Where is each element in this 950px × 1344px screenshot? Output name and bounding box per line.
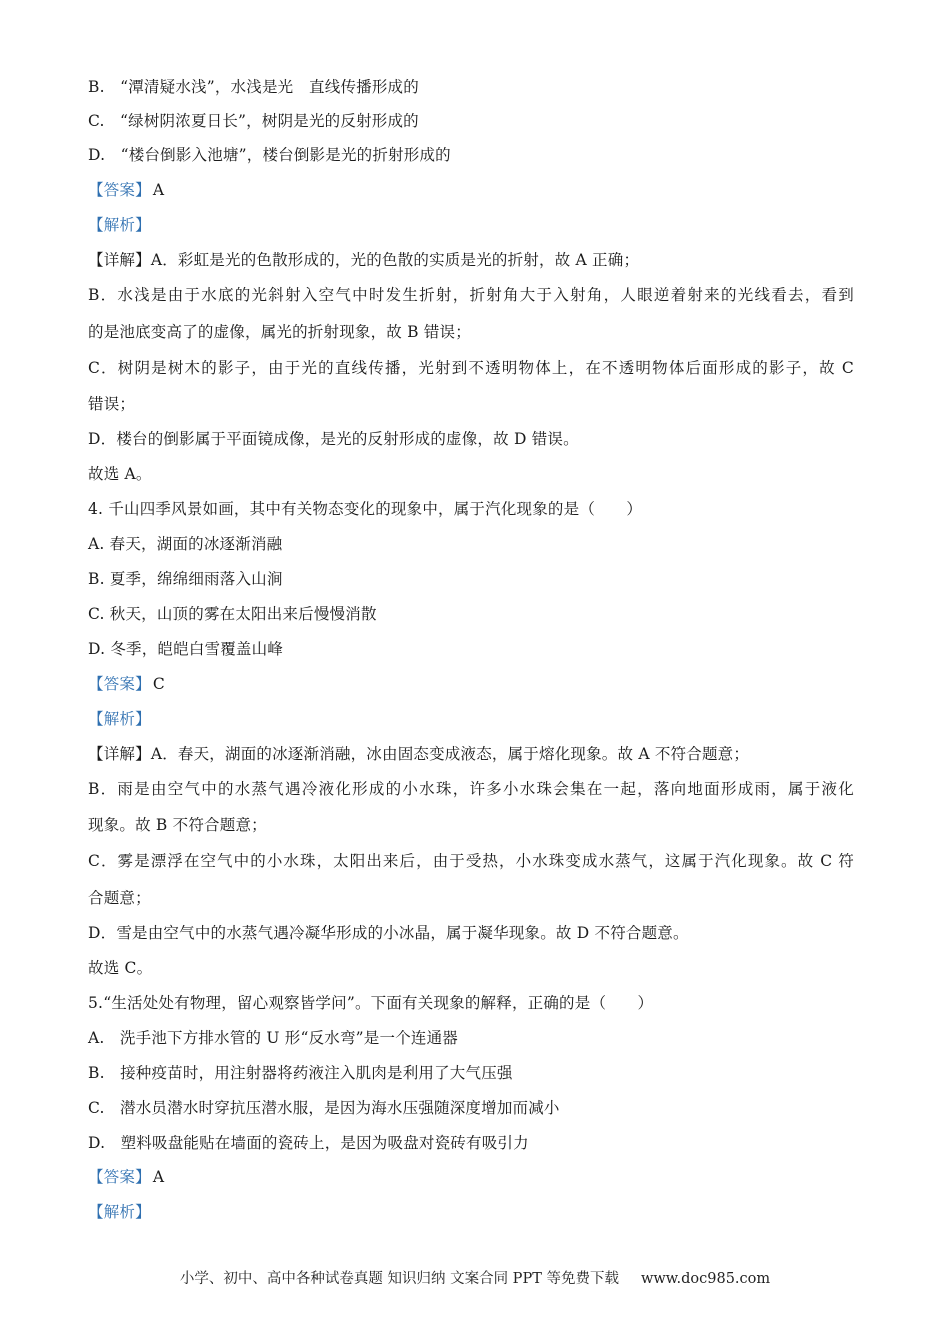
q4-detail-line: 现象。故 B 不符合题意； — [88, 816, 267, 834]
q3-conclusion: 故选 A。 — [88, 465, 152, 483]
q5-option-a — [88, 1028, 458, 1048]
option-text: “潭清疑水浅”，水浅是光 直线传播形成的 — [120, 78, 419, 96]
option-label: A. — [88, 1029, 105, 1047]
answer-tag: 【答案】 — [88, 675, 151, 693]
q5-option-c — [88, 1098, 560, 1118]
q3-detail-line: B．水浅是由于水底的光斜射入空气中时发生折射，折射角大于入射角，人眼逆着射来的光线看去，看到 — [88, 286, 854, 304]
q4-option-d: D. 冬季，皑皑白雪覆盖山峰 — [88, 640, 284, 658]
q3-analysis-heading — [88, 215, 151, 235]
answer-value: C — [152, 675, 165, 693]
answer-value: A — [152, 1168, 165, 1186]
answer-tag: 【答案】 — [88, 1168, 151, 1186]
option-text: 洗手池下方排水管的 U 形“反水弯”是一个连通器 — [119, 1029, 458, 1047]
q3-option-b — [88, 77, 419, 97]
analysis-tag: 【解析】 — [88, 216, 151, 234]
q3-detail-line: 错误； — [88, 395, 136, 413]
detail-text: A．彩虹是光的色散形成的，光的色散的实质是光的折射，故 A 正确； — [150, 251, 640, 269]
q5-option-d — [88, 1133, 529, 1153]
q5-answer — [88, 1167, 164, 1187]
option-text: 接种疫苗时，用注射器将药液注入肌肉是利用了大气压强 — [120, 1064, 513, 1082]
option-label: C. — [88, 112, 105, 130]
q5-stem: 5.“生活处处有物理，留心观察皆学问”。下面有关现象的解释，正确的是（ ） — [88, 994, 654, 1012]
detail-tag: 【详解】 — [88, 745, 151, 763]
q3-option-d — [88, 145, 451, 165]
option-label: B. — [88, 1064, 105, 1082]
detail-text: A．春天，湖面的冰逐渐消融，冰由固态变成液态，属于熔化现象。故 A 不符合题意； — [150, 745, 750, 763]
q4-detail-line — [88, 744, 749, 764]
q3-detail-line: D．楼台的倒影属于平面镜成像，是光的反射形成的虚像，故 D 错误。 — [88, 430, 579, 448]
q4-option-a: A. 春天，湖面的冰逐渐消融 — [88, 535, 283, 553]
q4-option-b: B. 夏季，绵绵细雨落入山涧 — [88, 570, 283, 588]
q4-detail-line: 合题意； — [88, 889, 151, 907]
page-footer — [0, 1269, 950, 1289]
option-text: “绿树阴浓夏日长”，树阴是光的反射形成的 — [120, 112, 419, 130]
option-label: C. — [88, 1099, 105, 1117]
q3-answer — [88, 180, 164, 200]
footer-url[interactable]: www.doc985.com — [640, 1271, 771, 1287]
q5-option-b — [88, 1063, 513, 1083]
option-label: D. — [88, 146, 106, 164]
footer-text: 小学、初中、高中各种试卷真题 知识归纳 文案合同 PPT 等免费下载 — [179, 1271, 619, 1287]
q4-answer — [88, 674, 165, 694]
answer-tag: 【答案】 — [88, 181, 151, 199]
q4-detail-line: C．雾是漂浮在空气中的小水珠，太阳出来后，由于受热，小水珠变成水蒸气，这属于汽化现象。故 C 符 — [88, 852, 854, 870]
option-label: B. — [88, 78, 105, 96]
detail-tag: 【详解】 — [88, 251, 151, 269]
option-label: D. — [88, 1134, 106, 1152]
q4-conclusion: 故选 C。 — [88, 959, 153, 977]
q3-option-c — [88, 111, 419, 131]
option-text: 潜水员潜水时穿抗压潜水服，是因为海水压强随深度增加而减小 — [120, 1099, 560, 1117]
option-text: “楼台倒影入池塘”，楼台倒影是光的折射形成的 — [120, 146, 451, 164]
q3-detail-line: 的是池底变高了的虚像，属光的折射现象，故 B 错误； — [88, 323, 471, 341]
q4-option-c: C. 秋天，山顶的雾在太阳出来后慢慢消散 — [88, 605, 377, 623]
q5-analysis-heading — [88, 1202, 151, 1222]
option-text: 塑料吸盘能贴在墙面的瓷砖上，是因为吸盘对瓷砖有吸引力 — [120, 1134, 529, 1152]
q3-detail-line: C．树阴是树木的影子，由于光的直线传播，光射到不透明物体上，在不透明物体后面形成的影子，故 C — [88, 359, 854, 377]
q4-detail-line: B．雨是由空气中的水蒸气遇冷液化形成的小水珠，许多小水珠会集在一起，落向地面形成雨，属于液化 — [88, 780, 854, 798]
q4-stem: 4. 千山四季风景如画，其中有关物态变化的现象中，属于汽化现象的是（ ） — [88, 500, 643, 518]
analysis-tag: 【解析】 — [88, 710, 151, 728]
answer-value: A — [152, 181, 165, 199]
analysis-tag: 【解析】 — [88, 1203, 151, 1221]
q4-detail-line: D．雪是由空气中的水蒸气遇冷凝华形成的小冰晶，属于凝华现象。故 D 不符合题意。 — [88, 924, 689, 942]
q4-analysis-heading — [88, 709, 151, 729]
q3-detail-line — [88, 250, 639, 270]
